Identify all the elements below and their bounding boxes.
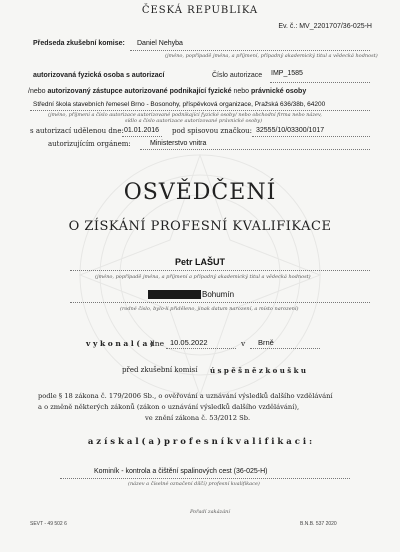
success-text: ú s p ě š n ě z k o u š k u (210, 366, 307, 375)
redacted-birth-number (148, 290, 201, 299)
law-line-3: ve znění zákona č. 53/2012 Sb. (145, 414, 251, 422)
authorization-number-value: IMP_1585 (271, 70, 303, 77)
organization-line (30, 110, 370, 111)
exam-day-label: dne (150, 339, 165, 348)
legal-entity-label: právnické osoby (250, 88, 307, 95)
exam-place-line (250, 348, 320, 349)
exam-date-line (166, 348, 236, 349)
performed-label: v y k o n a l ( a ) (86, 339, 154, 348)
stamp-caption: Pořadí zakázání (190, 509, 230, 515)
qualification-line (60, 478, 350, 479)
file-number-label: pod spisovou značkou: (172, 127, 253, 135)
country-heading: ČESKÁ REPUBLIKA (141, 5, 259, 16)
holder-name: Petr LAŠUT (174, 257, 225, 267)
file-number-value: 32555/10/03300/1017 (256, 127, 325, 134)
authorized-representative-label: autorizovaný zástupce autorizované podnikající fyzické (47, 88, 232, 95)
organization-caption-2: sídlo a číslo autorizace autorizované právnické osoby) (125, 118, 263, 124)
chairman-line (130, 50, 370, 51)
authority-value: Ministerstvo vnitra (150, 140, 207, 147)
chairman-value: Daniel Nehyba (137, 40, 183, 47)
exam-place-value: Brně (258, 338, 274, 347)
law-line-1: podle § 18 zákona č. 179/2006 Sb., o ověřování a uznávání výsledků dalšího vzdělávání (38, 392, 333, 400)
law-line-2: a o změně některých zákonů (zákon o uznávání výsledků dalšího vzdělávání), (38, 403, 300, 411)
grant-date-value: 01.01.2016 (124, 127, 160, 134)
authorization-number-line (270, 82, 370, 83)
evidence-number: Ev. č.: MV_2201707/36-025-H (278, 23, 372, 30)
chairman-caption: (jméno, popřípadě jména, a příjmení, případný akademický titul a vědecká hodnost) (165, 53, 378, 59)
exam-date-value: 10.05.2022 (170, 338, 208, 347)
qualification-caption: (název a číselné označení dílčí) profesní kvalifikace) (128, 481, 260, 487)
organization-caption-1: (jméno, příjmení a číslo autorizace autorizované podnikající fyzické osoby/ nebo obchodní firma nebo název, (48, 112, 322, 118)
birth-caption: (rodné číslo, bylo-li přiděleno, jinak datum narození, a místo narození) (120, 306, 299, 312)
chairman-label: Předseda zkušební komise: (33, 40, 125, 47)
grant-date-label: s autorizací udělenou dne: (30, 127, 124, 135)
form-code-left: SEVT - 49 502 6 (30, 521, 67, 527)
or-connector: nebo (233, 88, 250, 95)
certificate-subtitle: O ZÍSKÁNÍ PROFESNÍ KVALIFIKACE (68, 219, 332, 234)
qualification-value: Kominík - kontrola a čištění spalinových cest (36-025-H) (94, 468, 268, 475)
exam-in-label: v (241, 339, 246, 348)
certificate-title: OSVĚDČENÍ (123, 180, 277, 205)
qualification-heading: a z í s k a l ( a ) p r o f e s n í k v a l i f i k a c i : (87, 437, 313, 447)
birth-line (70, 302, 370, 303)
or-prefix: /nebo (28, 88, 46, 95)
form-code-right: B.N.B. 537 2020 (300, 521, 337, 527)
authorization-number-label: Číslo autorizace (212, 72, 263, 79)
authorized-person-label: autorizovaná fyzická osoba s autorizací (33, 72, 165, 79)
grant-date-line (122, 136, 162, 137)
committee-text: před zkušební komisí (122, 366, 198, 374)
authority-label: autorizujícím orgánem: (48, 140, 131, 148)
holder-name-line (70, 270, 370, 271)
file-number-line (252, 136, 370, 137)
authority-line (140, 149, 370, 150)
birth-place-value: Bohumín (202, 290, 235, 299)
organization-value: Střední škola stavebních řemesel Brno - Bosonohy, příspěvková organizace, Pražská 636/38b, 64200 (33, 101, 326, 108)
holder-name-caption: (jméno, popřípadě jména, a příjmení a případný akademický titul a vědecká hodnost) (95, 274, 311, 280)
